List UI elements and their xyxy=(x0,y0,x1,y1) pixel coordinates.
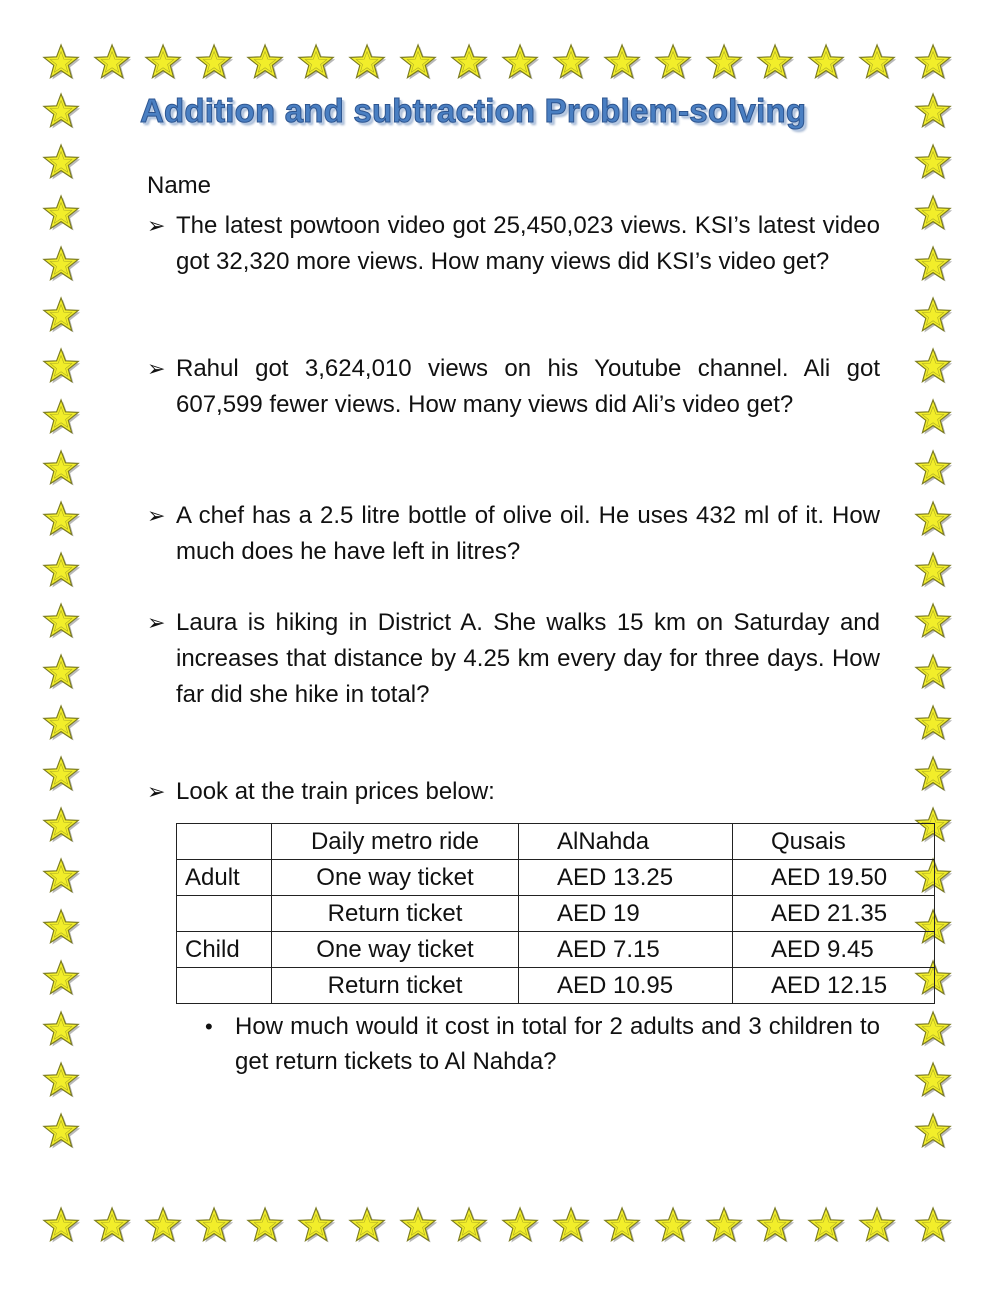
star-icon xyxy=(42,347,82,387)
star-icon xyxy=(93,43,133,83)
arrow-bullet-icon: ➢ xyxy=(147,610,166,635)
star-icon xyxy=(93,1206,133,1246)
star-icon xyxy=(195,43,235,83)
table-cell: AED 9.45 xyxy=(733,932,935,968)
sub-question-text: How much would it cost in total for 2 adults and 3 children to get return tickets to Al Nahda? xyxy=(235,1013,880,1075)
star-icon xyxy=(858,43,898,83)
table-row xyxy=(177,968,935,1004)
table-header-cell xyxy=(177,824,272,860)
table-cell: AED 13.25 xyxy=(519,860,733,896)
star-icon xyxy=(603,43,643,83)
star-icon xyxy=(42,551,82,591)
question-text: A chef has a 2.5 litre bottle of olive oil. He uses 432 ml of it. How much does he have left in litres? xyxy=(176,502,880,565)
table-cell: One way ticket xyxy=(272,932,519,968)
star-icon xyxy=(246,1206,286,1246)
star-icon xyxy=(914,194,954,234)
star-icon xyxy=(914,43,954,83)
question-2 xyxy=(147,351,880,423)
star-icon xyxy=(42,653,82,693)
table-cell: AED 7.15 xyxy=(519,932,733,968)
star-icon xyxy=(858,1206,898,1246)
arrow-bullet-icon: ➢ xyxy=(147,213,166,238)
star-icon xyxy=(914,1206,954,1246)
star-icon xyxy=(450,1206,490,1246)
dot-bullet-icon: • xyxy=(205,1014,213,1039)
table-cell: AED 10.95 xyxy=(519,968,733,1004)
star-icon xyxy=(42,143,82,183)
star-icon xyxy=(42,908,82,948)
star-icon xyxy=(297,43,337,83)
star-icon xyxy=(705,43,745,83)
table-cell: AED 19 xyxy=(519,896,733,932)
star-icon xyxy=(42,500,82,540)
table-cell: AED 12.15 xyxy=(733,968,935,1004)
star-icon xyxy=(914,1061,954,1101)
star-icon xyxy=(914,398,954,438)
star-icon xyxy=(914,143,954,183)
question-text: Rahul got 3,624,010 views on his Youtube channel. Ali got 607,599 fewer views. How many views did Ali’s video get? xyxy=(176,355,880,418)
star-icon xyxy=(603,1206,643,1246)
star-icon xyxy=(914,245,954,285)
star-icon xyxy=(807,1206,847,1246)
star-icon xyxy=(914,1112,954,1152)
table-cell: Return ticket xyxy=(272,896,519,932)
star-icon xyxy=(914,602,954,642)
table-row xyxy=(177,932,935,968)
star-icon xyxy=(42,806,82,846)
arrow-bullet-icon: ➢ xyxy=(147,503,166,528)
star-icon xyxy=(42,602,82,642)
question-text: Laura is hiking in District A. She walks 15 km on Saturday and increases that distance by 4.25 km every day for three days. How far did she hike in total? xyxy=(176,609,880,708)
star-icon xyxy=(914,449,954,489)
table-cell: AED 21.35 xyxy=(733,896,935,932)
star-icon xyxy=(42,245,82,285)
star-icon xyxy=(501,1206,541,1246)
star-icon xyxy=(42,1061,82,1101)
question-text: The latest powtoon video got 25,450,023 views. KSI’s latest video got 32,320 more views. How many views did KSI’s video get? xyxy=(176,212,880,275)
star-icon xyxy=(42,704,82,744)
star-icon xyxy=(144,43,184,83)
star-icon xyxy=(756,43,796,83)
train-price-table xyxy=(176,823,935,1004)
table-cell: Child xyxy=(177,932,272,968)
table-cell xyxy=(177,968,272,1004)
star-icon xyxy=(42,43,82,83)
star-icon xyxy=(399,43,439,83)
table-header-row xyxy=(177,824,935,860)
star-icon xyxy=(42,1112,82,1152)
star-icon xyxy=(42,296,82,336)
star-icon xyxy=(42,92,82,132)
sub-question xyxy=(205,1009,880,1079)
star-icon xyxy=(914,500,954,540)
table-cell: AED 19.50 xyxy=(733,860,935,896)
star-icon xyxy=(450,43,490,83)
star-icon xyxy=(807,43,847,83)
star-icon xyxy=(246,43,286,83)
table-header-cell: AlNahda xyxy=(519,824,733,860)
star-icon xyxy=(42,194,82,234)
star-icon xyxy=(914,347,954,387)
star-icon xyxy=(42,755,82,795)
table-header-cell: Daily metro ride xyxy=(272,824,519,860)
question-text: Look at the train prices below: xyxy=(176,778,495,805)
star-icon xyxy=(42,1206,82,1246)
star-icon xyxy=(42,1010,82,1050)
star-icon xyxy=(348,1206,388,1246)
name-label: Name xyxy=(147,172,212,199)
star-icon xyxy=(42,857,82,897)
question-4 xyxy=(147,605,880,713)
star-icon xyxy=(144,1206,184,1246)
worksheet-title: Addition and subtraction Problem-solving xyxy=(140,92,807,129)
star-icon xyxy=(42,398,82,438)
star-icon xyxy=(914,1010,954,1050)
question-5 xyxy=(147,774,880,810)
star-icon xyxy=(914,92,954,132)
table-row xyxy=(177,896,935,932)
star-icon xyxy=(195,1206,235,1246)
star-icon xyxy=(348,43,388,83)
star-icon xyxy=(552,43,592,83)
question-1 xyxy=(147,208,880,280)
star-icon xyxy=(42,959,82,999)
star-icon xyxy=(42,449,82,489)
star-icon xyxy=(552,1206,592,1246)
star-icon xyxy=(756,1206,796,1246)
star-icon xyxy=(654,43,694,83)
star-icon xyxy=(297,1206,337,1246)
star-icon xyxy=(914,551,954,591)
arrow-bullet-icon: ➢ xyxy=(147,779,166,804)
star-icon xyxy=(914,653,954,693)
question-3 xyxy=(147,498,880,570)
star-icon xyxy=(914,296,954,336)
arrow-bullet-icon: ➢ xyxy=(147,356,166,381)
star-icon xyxy=(914,704,954,744)
table-cell: Return ticket xyxy=(272,968,519,1004)
star-icon xyxy=(501,43,541,83)
star-icon xyxy=(399,1206,439,1246)
table-row xyxy=(177,860,935,896)
star-icon xyxy=(914,755,954,795)
table-header-cell: Qusais xyxy=(733,824,935,860)
table-cell: One way ticket xyxy=(272,860,519,896)
table-cell xyxy=(177,896,272,932)
star-icon xyxy=(705,1206,745,1246)
table-cell: Adult xyxy=(177,860,272,896)
star-icon xyxy=(654,1206,694,1246)
